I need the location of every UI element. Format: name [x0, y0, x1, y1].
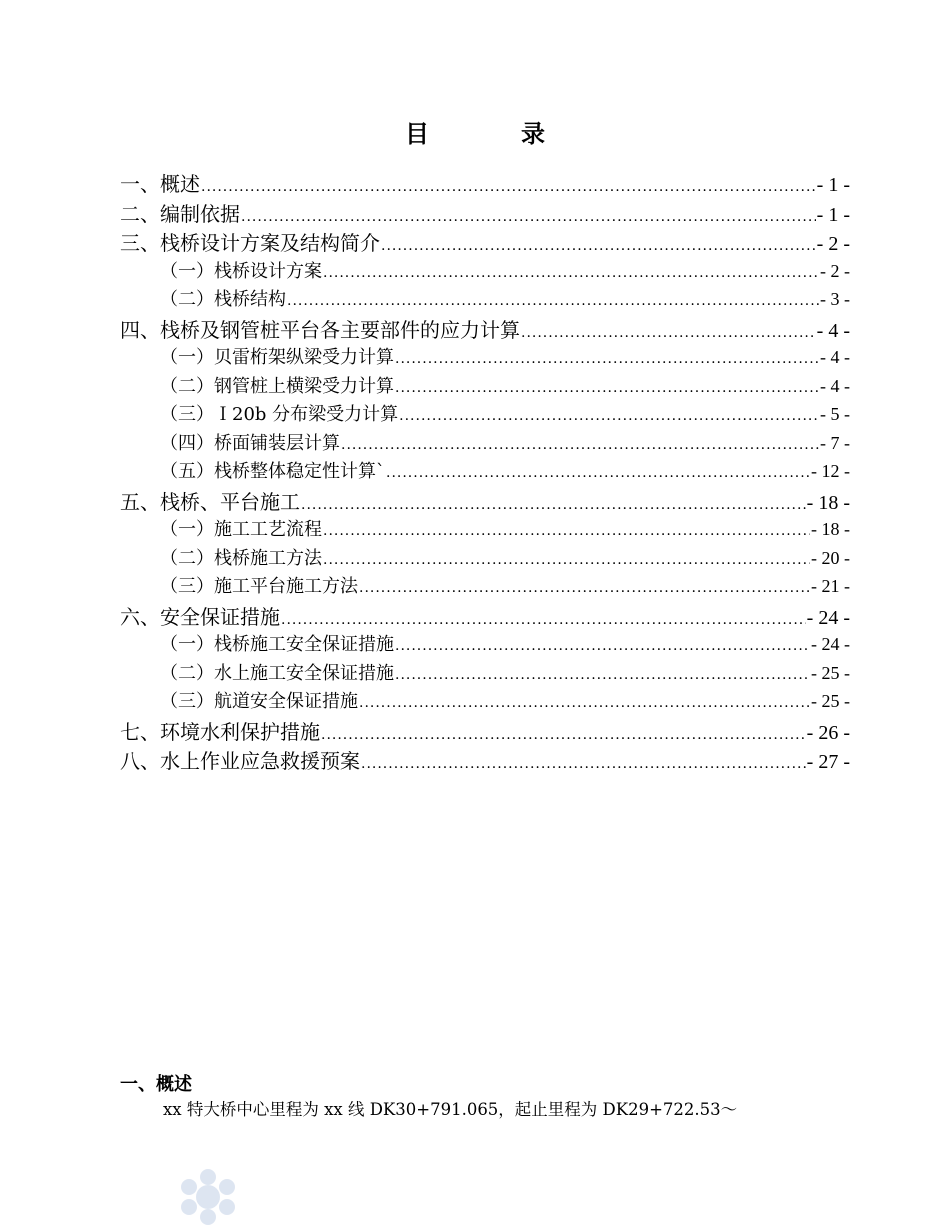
- toc-entry[interactable]: [120, 457, 850, 486]
- toc-entry-page: - 2 -: [820, 260, 850, 281]
- toc-entry-label: 八、水上作业应急救援预案: [120, 749, 360, 773]
- toc-leader-dots: [287, 293, 819, 309]
- toc-leader-dots: [381, 238, 816, 254]
- toc-entry-label: 二、编制依据: [120, 201, 240, 226]
- toc-entry-page: - 27 -: [806, 751, 850, 773]
- toc-entry-page: - 1 -: [816, 203, 850, 226]
- toc-entry-label: （一）施工工艺流程: [160, 519, 322, 540]
- toc-leader-dots: [395, 667, 810, 683]
- toc-entry-label: （一）贝雷桁架纵梁受力计算: [160, 347, 394, 368]
- toc-entry[interactable]: [120, 168, 850, 198]
- toc-leader-dots: [323, 523, 810, 539]
- toc-leader-dots: [395, 351, 819, 367]
- toc-entry-label: 三、栈桥设计方案及结构简介: [120, 231, 380, 255]
- toc-leader-dots: [395, 380, 819, 396]
- toc-entry-page: - 20 -: [811, 547, 850, 568]
- toc-entry[interactable]: [120, 285, 850, 314]
- toc-leader-dots: [359, 695, 810, 711]
- toc-entry[interactable]: [120, 544, 850, 573]
- toc-entry-page: - 3 -: [820, 289, 850, 309]
- toc-leader-dots: [341, 437, 819, 453]
- toc-leader-dots: [323, 265, 819, 281]
- toc-entry-label: 一、概述: [120, 172, 200, 196]
- toc-entry-page: - 24 -: [806, 606, 850, 629]
- toc-entry-page: - 25 -: [811, 662, 850, 683]
- toc-entry-page: - 2 -: [816, 233, 850, 255]
- toc-entry[interactable]: [120, 400, 850, 429]
- toc-entry-page: - 25 -: [811, 691, 850, 711]
- toc-entry-label: （二）栈桥施工方法: [160, 547, 322, 569]
- toc-leader-dots: [321, 727, 806, 743]
- toc-entry-page: - 26 -: [806, 721, 850, 744]
- toc-entry[interactable]: [120, 601, 850, 631]
- toc-entry-label: 四、栈桥及钢管桩平台各主要部件的应力计算: [120, 317, 520, 342]
- toc-entry[interactable]: [120, 630, 850, 659]
- toc-title: 目 录: [405, 120, 579, 148]
- toc-entry-page: - 12 -: [811, 461, 850, 481]
- toc-entry[interactable]: [120, 687, 850, 716]
- toc-entry-page: - 18 -: [806, 491, 850, 514]
- toc-entry-label: 五、栈桥、平台施工: [120, 489, 300, 514]
- toc-entry-label: （一）栈桥设计方案: [160, 260, 322, 282]
- toc-entry-page: - 21 -: [811, 576, 850, 596]
- toc-leader-dots: [323, 552, 810, 568]
- toc-entry-page: - 1 -: [816, 174, 850, 196]
- toc-entry[interactable]: [120, 314, 850, 344]
- watermark-logo-icon: [178, 1168, 238, 1226]
- toc-leader-dots: [395, 638, 810, 654]
- toc-entry[interactable]: [120, 227, 850, 257]
- toc-entry[interactable]: [120, 257, 850, 286]
- toc-leader-dots: [521, 325, 816, 341]
- toc-entry[interactable]: [120, 572, 850, 601]
- toc-entry[interactable]: [120, 515, 850, 544]
- section-paragraph: xx 特大桥中心里程为 xx 线 DK30+791.065，起止里程为 DK29+722.53～: [163, 1100, 738, 1119]
- toc-leader-dots: [386, 465, 810, 481]
- toc-leader-dots: [241, 209, 816, 225]
- toc-entry-page: - 4 -: [816, 319, 850, 342]
- toc-entry-label: （三）航道安全保证措施: [160, 691, 358, 712]
- toc-entry[interactable]: [120, 745, 850, 775]
- toc-leader-dots: [361, 756, 806, 772]
- toc-entry[interactable]: [120, 659, 850, 688]
- toc-entry[interactable]: [120, 198, 850, 228]
- section-heading: 一、概述: [120, 1074, 192, 1095]
- toc-leader-dots: [301, 497, 806, 513]
- toc-entry-label: （二）钢管桩上横梁受力计算: [160, 375, 394, 397]
- table-of-contents: [120, 168, 850, 775]
- toc-entry-page: - 24 -: [811, 634, 850, 654]
- toc-leader-dots: [359, 580, 810, 596]
- toc-leader-dots: [399, 408, 819, 424]
- toc-entry-label: （二）水上施工安全保证措施: [160, 662, 394, 684]
- toc-entry-label: （一）栈桥施工安全保证措施: [160, 634, 394, 655]
- toc-entry-page: - 4 -: [820, 375, 850, 396]
- toc-entry-page: - 7 -: [820, 432, 850, 453]
- toc-entry[interactable]: [120, 372, 850, 401]
- toc-entry-label: （三）施工平台施工方法: [160, 576, 358, 597]
- toc-entry-label: 六、安全保证措施: [120, 604, 280, 629]
- toc-leader-dots: [201, 179, 816, 195]
- toc-entry-label: （三）Ｉ20b 分布梁受力计算: [160, 404, 399, 425]
- toc-entry-page: - 5 -: [820, 404, 850, 424]
- toc-entry-label: （二）栈桥结构: [160, 289, 286, 310]
- toc-entry[interactable]: [120, 716, 850, 746]
- toc-entry[interactable]: [120, 486, 850, 516]
- toc-leader-dots: [281, 612, 806, 628]
- toc-entry[interactable]: [120, 343, 850, 372]
- toc-entry[interactable]: [120, 429, 850, 458]
- toc-entry-page: - 18 -: [811, 519, 850, 539]
- toc-entry-label: （四）桥面铺装层计算: [160, 432, 340, 454]
- toc-entry-label: 七、环境水利保护措施: [120, 719, 320, 744]
- toc-entry-page: - 4 -: [820, 347, 850, 367]
- toc-entry-label: （五）栈桥整体稳定性计算`: [160, 461, 385, 482]
